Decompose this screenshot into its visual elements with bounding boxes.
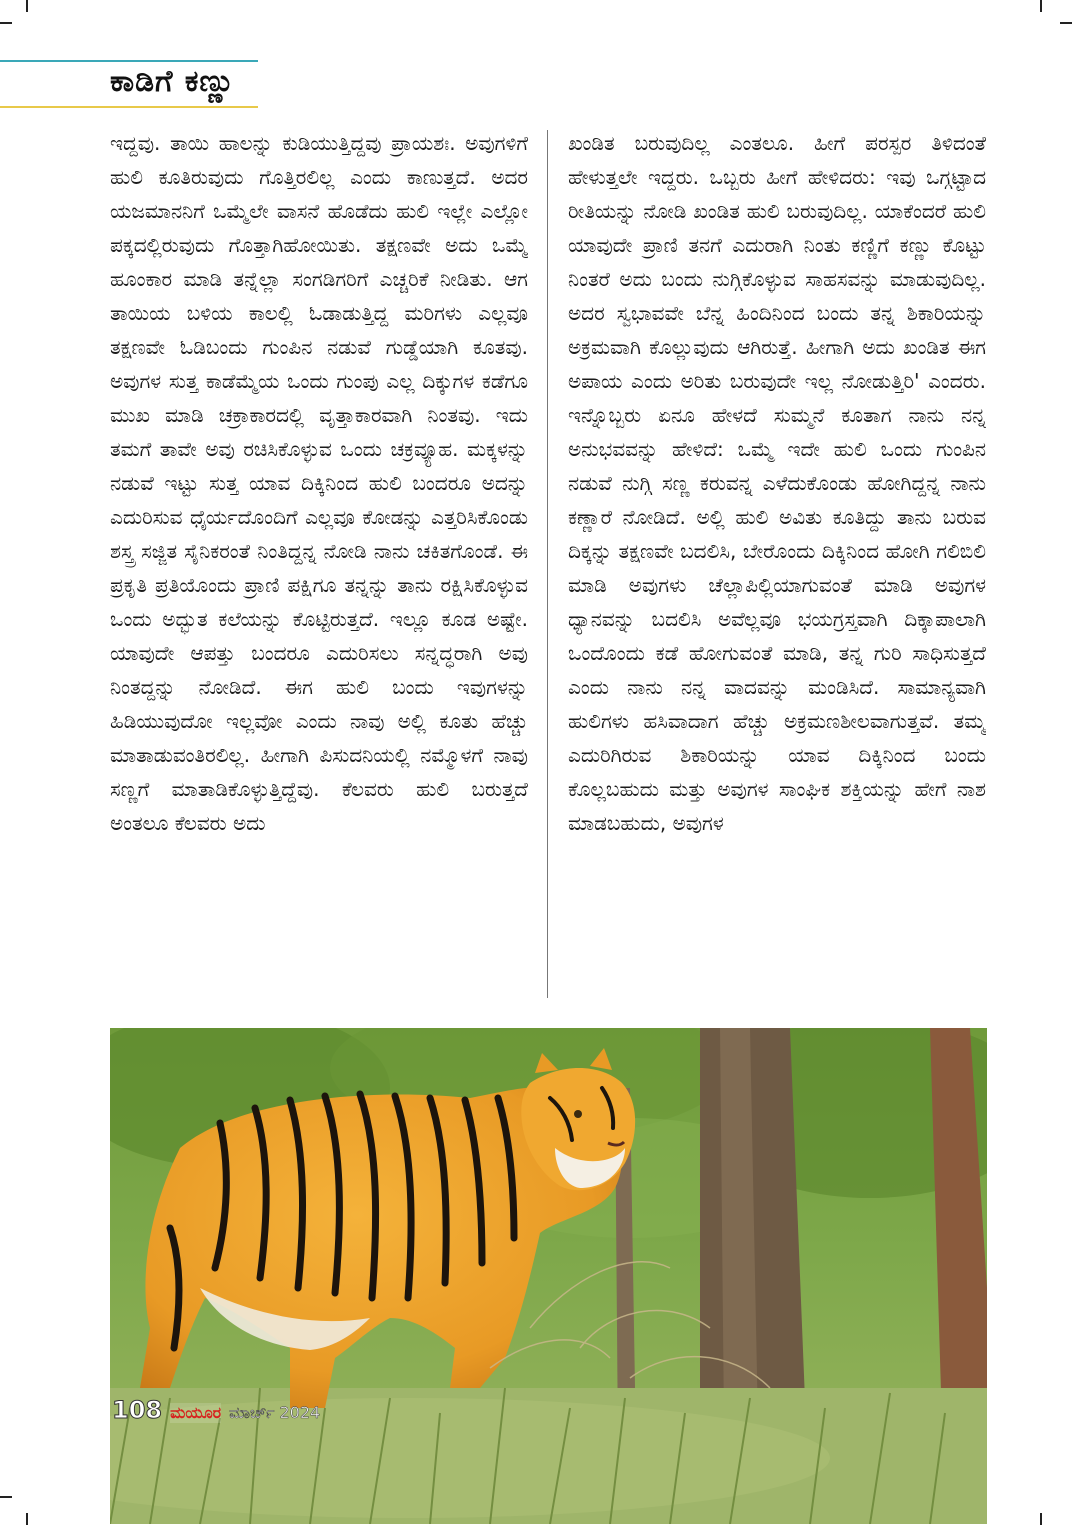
magazine-name: ಮಯೂರ <box>170 1403 222 1422</box>
crop-mark <box>0 22 12 24</box>
crop-mark <box>26 1513 28 1525</box>
tiger-photo <box>110 1028 987 1524</box>
column-divider <box>547 130 548 998</box>
crop-mark <box>1060 22 1072 24</box>
page-footer <box>112 1396 320 1426</box>
article-column-left: ಇದ್ದವು. ತಾಯಿ ಹಾಲನ್ನು ಕುಡಿಯುತ್ತಿದ್ದವು ಪ್ರಾಯಶಃ. ಅವುಗಳಿಗೆ ಹುಲಿ ಕೂತಿರುವುದು ಗೊತ್ತಿರಲಿಲ್ಲ ಎಂದು ಕಾಣುತ್ತದೆ. ಅದರ ಯಜಮಾನನಿಗೆ ಒಮ್ಮೆಲೇ ವಾಸನೆ ಹೊಡೆದು ಹುಲಿ ಇಲ್ಲೇ ಎಲ್ಲೋ ಪಕ್ಕದಲ್ಲಿರುವುದು ಗೊತ್ತಾಗಿಹೋಯಿತು. ತಕ್ಷಣವೇ ಅದು ಒಮ್ಮೆ ಹೂಂಕಾರ ಮಾಡಿ ತನ್ನೆಲ್ಲಾ ಸಂಗಡಿಗರಿಗೆ ಎಚ್ಚರಿಕೆ ನೀಡಿತು. ಆಗ ತಾಯಿಯ ಬಳಿಯ ಕಾಲಲ್ಲಿ ಓಡಾಡುತ್ತಿದ್ದ ಮರಿಗಳು ಎಲ್ಲವೂ ತಕ್ಷಣವೇ ಓಡಿಬಂದು ಗುಂಪಿನ ನಡುವೆ ಗುಡ್ಡೆಯಾಗಿ ಕೂತವು. ಅವುಗಳ ಸುತ್ತ ಕಾಡೆಮ್ಮೆಯ ಒಂದು ಗುಂಪು ಎಲ್ಲ ದಿಕ್ಕುಗಳ ಕಡೆಗೂ ಮುಖ ಮಾಡಿ ಚಕ್ರಾಕಾರದಲ್ಲಿ ವೃತ್ತಾಕಾರವಾಗಿ ನಿಂತವು. ಇದು ತಮಗೆ ತಾವೇ ಅವು ರಚಿಸಿಕೊಳ್ಳುವ ಒಂದು ಚಕ್ರವ್ಯೂಹ. ಮಕ್ಕಳನ್ನು ನಡುವೆ ಇಟ್ಟು ಸುತ್ತ ಯಾವ ದಿಕ್ಕಿನಿಂದ ಹುಲಿ ಬಂದರೂ ಅದನ್ನು ಎದುರಿಸುವ ಧೈರ್ಯದೊಂದಿಗೆ ಎಲ್ಲವೂ ಕೋಡನ್ನು ಎತ್ತರಿಸಿಕೊಂಡು ಶಸ್ತ್ರ ಸಜ್ಜಿತ ಸೈನಿಕರಂತೆ ನಿಂತಿದ್ದನ್ನ ನೋಡಿ ನಾನು ಚಕಿತಗೊಂಡೆ. ಈ ಪ್ರಕೃತಿ ಪ್ರತಿಯೊಂದು ಪ್ರಾಣಿ ಪಕ್ಷಿಗೂ ತನ್ನನ್ನು ತಾನು ರಕ್ಷಿಸಿಕೊಳ್ಳುವ ಒಂದು ಅದ್ಭುತ ಕಲೆಯನ್ನು ಕೊಟ್ಟಿರುತ್ತದೆ. ಇಲ್ಲೂ ಕೂಡ ಅಷ್ಟೇ. ಯಾವುದೇ ಆಪತ್ತು ಬಂದರೂ ಎದುರಿಸಲು ಸನ್ನದ್ಧರಾಗಿ ಅವು ನಿಂತದ್ದನ್ನು ನೋಡಿದೆ. ಈಗ ಹುಲಿ ಬಂದು ಇವುಗಳನ್ನು ಹಿಡಿಯುವುದೋ ಇಲ್ಲವೋ ಎಂದು ನಾವು ಅಲ್ಲಿ ಕೂತು ಹೆಚ್ಚು ಮಾತಾಡುವಂತಿರಲಿಲ್ಲ. ಹೀಗಾಗಿ ಪಿಸುದನಿಯಲ್ಲಿ ನಮ್ಮೊಳಗೆ ನಾವು ಸಣ್ಣಗೆ ಮಾತಾಡಿಕೊಳ್ಳುತ್ತಿದ್ದೆವು. ಕೆಲವರು ಹುಲಿ ಬರುತ್ತದೆ ಅಂತಲೂ ಕೆಲವರು ಅದು <box>110 131 528 835</box>
issue-date: ಮಾರ್ಚ್ 2024 <box>229 1403 321 1422</box>
crop-mark <box>1040 1513 1042 1525</box>
section-title: ಕಾಡಿಗೆ ಕಣ್ಣು <box>110 64 236 99</box>
page-number: 108 <box>112 1396 163 1424</box>
crop-mark <box>26 0 28 12</box>
header-rule-top <box>0 60 258 62</box>
crop-mark <box>1040 0 1042 12</box>
tiger-photo-illustration <box>110 1028 987 1524</box>
crop-mark <box>0 1496 12 1498</box>
header-rule-bottom <box>0 106 258 108</box>
article-column-right: ಖಂಡಿತ ಬರುವುದಿಲ್ಲ ಎಂತಲೂ. ಹೀಗೆ ಪರಸ್ಪರ ತಿಳಿದಂತೆ ಹೇಳುತ್ತಲೇ ಇದ್ದರು. ಒಬ್ಬರು ಹೀಗೆ ಹೇಳಿದರು: ಇವು ಒಗ್ಗಟ್ಟಾದ ರೀತಿಯನ್ನು ನೋಡಿ ಖಂಡಿತ ಹುಲಿ ಬರುವುದಿಲ್ಲ. ಯಾಕೆಂದರೆ ಹುಲಿ ಯಾವುದೇ ಪ್ರಾಣಿ ತನಗೆ ಎದುರಾಗಿ ನಿಂತು ಕಣ್ಣಿಗೆ ಕಣ್ಣು ಕೊಟ್ಟು ನಿಂತರೆ ಅದು ಬಂದು ನುಗ್ಗಿಕೊಳ್ಳುವ ಸಾಹಸವನ್ನು ಮಾಡುವುದಿಲ್ಲ. ಅದರ ಸ್ವಭಾವವೇ ಬೆನ್ನ ಹಿಂದಿನಿಂದ ಬಂದು ತನ್ನ ಶಿಕಾರಿಯನ್ನು ಅಕ್ರಮವಾಗಿ ಕೊಲ್ಲುವುದು ಆಗಿರುತ್ತೆ. ಹೀಗಾಗಿ ಅದು ಖಂಡಿತ ಈಗ ಅಪಾಯ ಎಂದು ಅರಿತು ಬರುವುದೇ ಇಲ್ಲ ನೋಡುತ್ತಿರಿ' ಎಂದರು. ಇನ್ನೊಬ್ಬರು ಏನೂ ಹೇಳದೆ ಸುಮ್ಮನೆ ಕೂತಾಗ ನಾನು ನನ್ನ ಅನುಭವವನ್ನು ಹೇಳಿದೆ: ಒಮ್ಮೆ ಇದೇ ಹುಲಿ ಒಂದು ಗುಂಪಿನ ನಡುವೆ ನುಗ್ಗಿ ಸಣ್ಣ ಕರುವನ್ನ ಎಳೆದುಕೊಂಡು ಹೋಗಿದ್ದನ್ನ ನಾನು ಕಣ್ಣಾರೆ ನೋಡಿದೆ. ಅಲ್ಲಿ ಹುಲಿ ಅವಿತು ಕೂತಿದ್ದು ತಾನು ಬರುವ ದಿಕ್ಕನ್ನು ತಕ್ಷಣವೇ ಬದಲಿಸಿ, ಬೇರೊಂದು ದಿಕ್ಕಿನಿಂದ ಹೋಗಿ ಗಲಿಬಿಲಿ ಮಾಡಿ ಅವುಗಳು ಚೆಲ್ಲಾಪಿಲ್ಲಿಯಾಗುವಂತೆ ಮಾಡಿ ಅವುಗಳ ಧ್ಯಾನವನ್ನು ಬದಲಿಸಿ ಅವೆಲ್ಲವೂ ಭಯಗ್ರಸ್ತವಾಗಿ ದಿಕ್ಕಾಪಾಲಾಗಿ ಒಂದೊಂದು ಕಡೆ ಹೋಗುವಂತೆ ಮಾಡಿ, ತನ್ನ ಗುರಿ ಸಾಧಿಸುತ್ತದೆ ಎಂದು ನಾನು ನನ್ನ ವಾದವನ್ನು ಮಂಡಿಸಿದೆ. ಸಾಮಾನ್ಯವಾಗಿ ಹುಲಿಗಳು ಹಸಿವಾದಾಗ ಹೆಚ್ಚು ಅಕ್ರಮಣಶೀಲವಾಗುತ್ತವೆ. ತಮ್ಮ ಎದುರಿಗಿರುವ ಶಿಕಾರಿಯನ್ನು ಯಾವ ದಿಕ್ಕಿನಿಂದ ಬಂದು ಕೊಲ್ಲಬಹುದು ಮತ್ತು ಅವುಗಳ ಸಾಂಘಿಕ ಶಕ್ತಿಯನ್ನು ಹೇಗೆ ನಾಶ ಮಾಡಬಹುದು, ಅವುಗಳ <box>568 131 986 835</box>
